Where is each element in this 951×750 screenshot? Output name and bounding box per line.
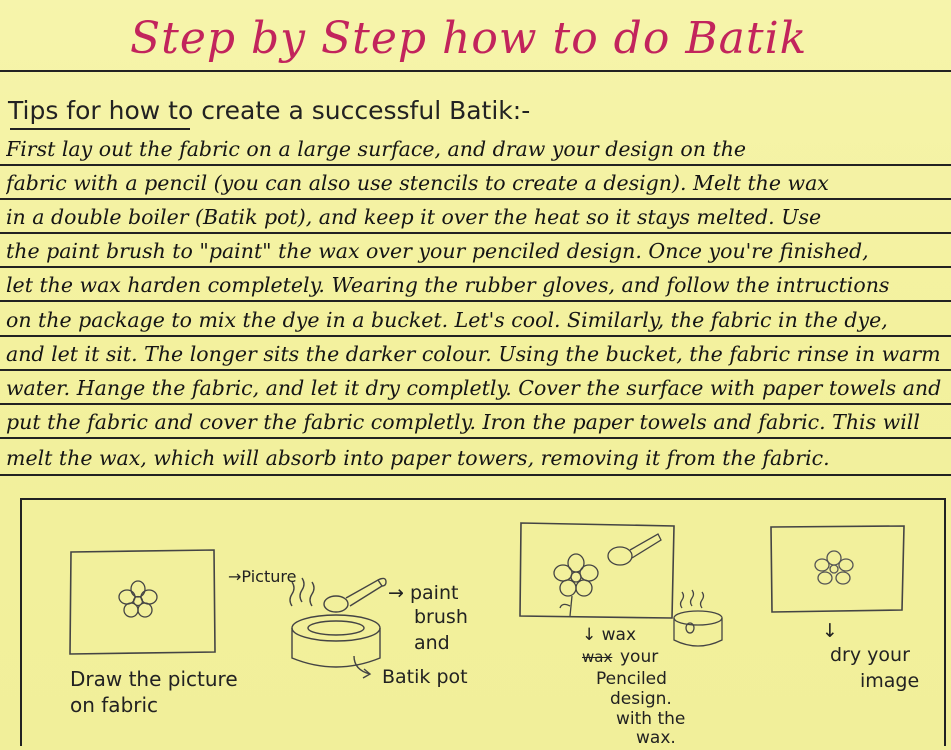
dry-caption: dry your — [830, 644, 910, 666]
body-line: let the wax harden completely. Wearing the rubber gloves, and follow the intructions — [6, 273, 890, 297]
ruled-line — [0, 335, 951, 337]
ruled-line — [0, 266, 951, 268]
body-line: in a double boiler (Batik pot), and keep it over the heat so it stays melted. Use — [6, 205, 822, 229]
ruled-line — [0, 164, 951, 166]
brush-caption: brush — [414, 606, 468, 628]
body-line: fabric with a pencil (you can also use stencils to create a design). Melt the wax — [6, 171, 829, 195]
ruled-line — [0, 232, 951, 234]
wax-caption: your — [620, 647, 659, 667]
draw-caption: on fabric — [70, 693, 159, 717]
ruled-line — [0, 474, 951, 476]
body-line: the paint brush to "paint" the wax over your penciled design. Once you're finished, — [6, 239, 869, 263]
body-line: melt the wax, which will absorb into paper towers, removing it from the fabric. — [6, 446, 830, 470]
page-title: Step by Step how to do Batik — [130, 13, 808, 64]
tips-heading: Tips for how to create a successful Batik:- — [8, 96, 531, 125]
dry-caption: image — [860, 670, 920, 692]
title-rule — [0, 70, 951, 72]
wax-caption: design. — [610, 689, 672, 709]
draw-caption: Draw the picture — [70, 667, 238, 691]
fabric-drawing-illustration — [68, 548, 218, 658]
pot-caption: Batik pot — [382, 666, 468, 688]
small-pot-illustration — [668, 590, 728, 654]
wax-caption: Penciled — [596, 669, 667, 689]
body-line: water. Hange the fabric, and let it dry completly. Cover the surface with paper towels and — [6, 376, 942, 400]
picture-label: →Picture — [228, 567, 297, 586]
dry-image-illustration — [768, 524, 908, 614]
ruled-line — [0, 437, 951, 439]
wax-arrow-label: ↓ wax — [582, 625, 637, 645]
ruled-line — [0, 369, 951, 371]
dry-arrow: ↓ — [822, 620, 838, 642]
ruled-line — [0, 198, 951, 200]
body-line: put the fabric and cover the fabric completly. Iron the paper towels and fabric. This will — [6, 410, 920, 434]
body-line: on the package to mix the dye in a bucket. Let's cool. Similarly, the fabric in the dye, — [6, 308, 888, 332]
brush-caption: → paint — [388, 582, 459, 604]
waxing-illustration — [518, 520, 678, 622]
ruled-line — [0, 403, 951, 405]
brush-caption: and — [414, 632, 450, 654]
body-line: and let it sit. The longer sits the darker colour. Using the bucket, the fabric rinse in warm — [6, 342, 941, 366]
ruled-line — [0, 300, 951, 302]
curved-arrow-icon — [350, 654, 380, 680]
body-line: First lay out the fabric on a large surface, and draw your design on the — [6, 137, 747, 161]
subtitle-rule — [10, 128, 190, 130]
wax-caption: wax. — [636, 728, 676, 748]
wax-caption: with the — [616, 709, 686, 729]
wax-strikethrough: wax — [582, 648, 613, 666]
